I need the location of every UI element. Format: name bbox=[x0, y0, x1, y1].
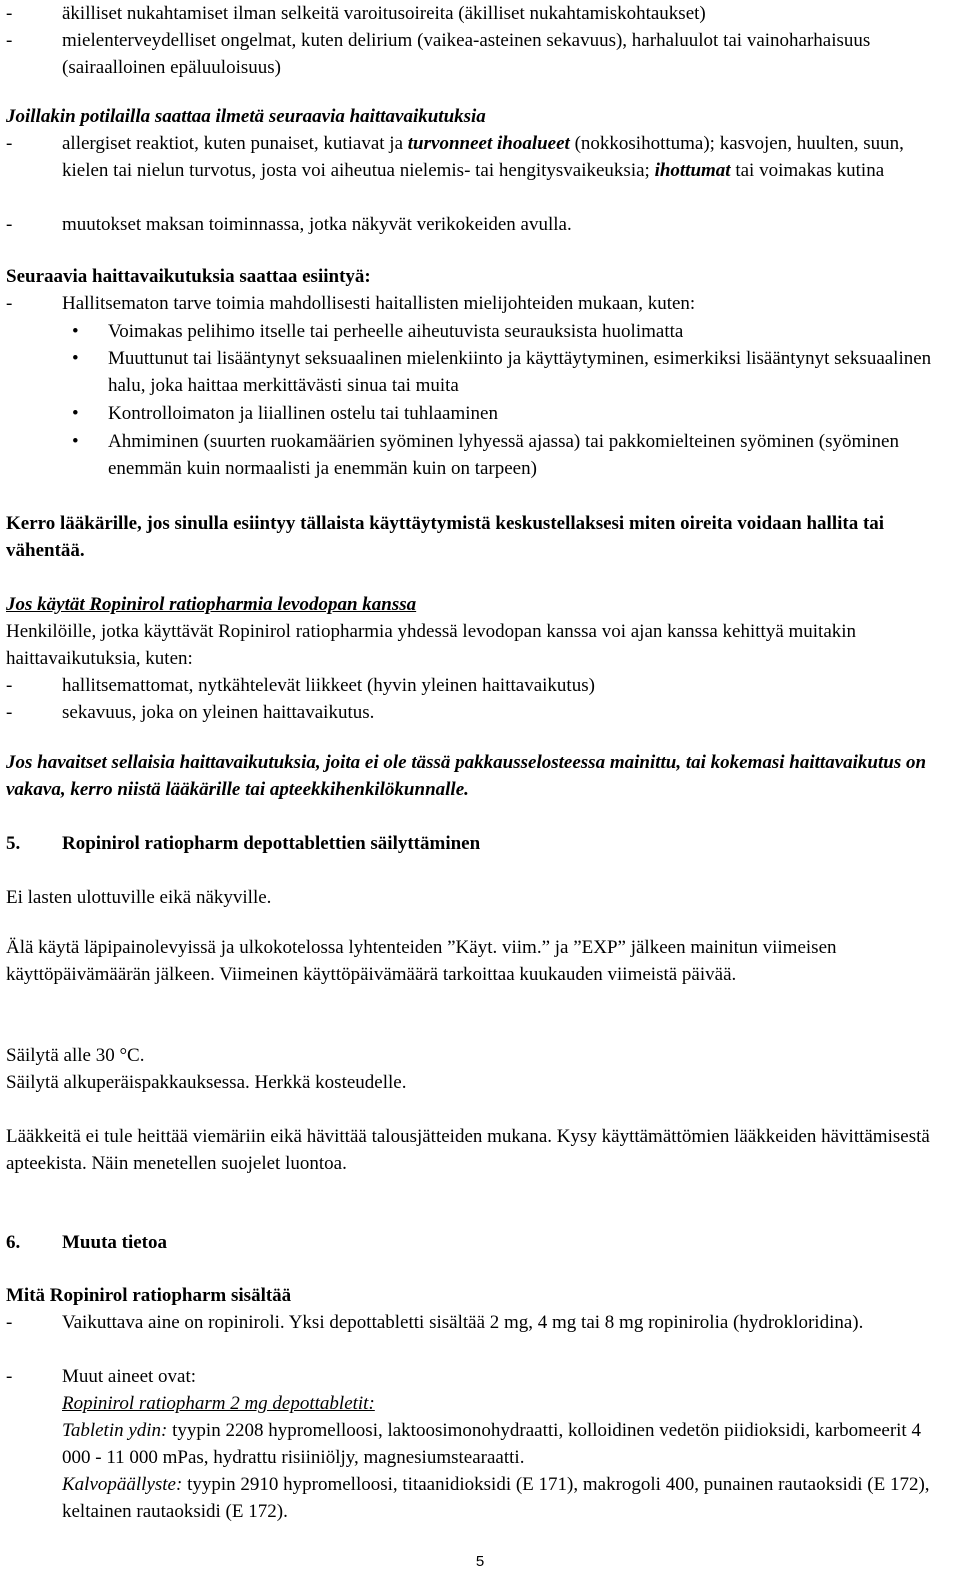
list-item bbox=[6, 1309, 954, 1336]
section-number: 6. bbox=[6, 1232, 21, 1253]
section-heading: Jos käytät Ropinirol ratiopharmia levodopan kanssa bbox=[6, 594, 417, 615]
subsection-heading: Mitä Ropinirol ratiopharm sisältää bbox=[6, 1285, 292, 1306]
text-run: tyypin 2910 hypromelloosi, titaanidioksidi (E 171), makrogoli 400, punainen rautaoksidi (E 172), keltainen rautaoksidi (E 172). bbox=[62, 1474, 930, 1522]
paragraph bbox=[62, 1471, 954, 1525]
bullet-item bbox=[6, 428, 954, 482]
dash-marker: - bbox=[6, 675, 13, 696]
paragraph: Älä käytä läpipainolevyissä ja ulkokotelossa lyhtenteiden ”Käyt. viim.” ja ”EXP” jälkeen mainitun viimeisen käyttöpäivämäärän jälkeen. Viimeinen käyttöpäivämäärä tarkoittaa kuukauden viimeistä päivää. bbox=[6, 937, 837, 985]
dash-marker: - bbox=[6, 702, 13, 723]
list-item bbox=[6, 130, 954, 184]
label: Kalvopäällyste: bbox=[62, 1474, 183, 1495]
list-item-text: mielenterveydelliset ongelmat, kuten delirium (vaikea-asteinen sekavuus), harhaluulot tai vainoharhaisuus (sairaalloinen epäluuloisuus) bbox=[62, 30, 871, 78]
paragraph: Henkilöille, jotka käyttävät Ropinirol ratiopharmia yhdessä levodopan kanssa voi ajan kanssa kehittyä muitakin haittavaikutuksia, kuten: bbox=[6, 621, 857, 669]
list-item bbox=[6, 0, 954, 27]
label: Tabletin ydin: bbox=[62, 1420, 168, 1441]
subheading: Ropinirol ratiopharm 2 mg depottabletit: bbox=[62, 1393, 375, 1414]
list-item-text: Vaikuttava aine on ropiniroli. Yksi depottabletti sisältää 2 mg, 4 mg tai 8 mg ropinirolia (hydrokloridina). bbox=[62, 1312, 864, 1333]
paragraph: Säilytä alkuperäispakkauksessa. Herkkä kosteudelle. bbox=[6, 1072, 407, 1093]
list-item-text: äkilliset nukahtamiset ilman selkeitä varoitusoireita (äkilliset nukahtamiskohtaukset) bbox=[62, 3, 706, 24]
section-title bbox=[6, 1229, 954, 1256]
list-item bbox=[6, 699, 954, 726]
dash-marker: - bbox=[6, 3, 13, 24]
section-title bbox=[6, 830, 954, 857]
warning-paragraph: Kerro lääkärille, jos sinulla esiintyy tällaista käyttäytymistä keskustellaksesi miten oireita voidaan hallita tai vähentää. bbox=[6, 513, 885, 561]
list-item bbox=[6, 672, 954, 699]
dash-marker: - bbox=[6, 133, 13, 154]
list-item bbox=[6, 27, 954, 81]
bullet-item bbox=[6, 345, 954, 399]
section-title-text: Ropinirol ratiopharm depottablettien säilyttäminen bbox=[62, 833, 481, 854]
text-run: tai voimakas kutina bbox=[730, 160, 885, 181]
bullet-marker: • bbox=[72, 321, 79, 342]
list-item bbox=[6, 1363, 954, 1390]
bullet-text: Ahmiminen (suurten ruokamäärien syöminen lyhyessä ajassa) tai pakkomielteinen syöminen (syöminen enemmän kuin normaalisti ja enemmän kuin on tarpeen) bbox=[108, 431, 899, 479]
list-item-text: sekavuus, joka on yleinen haittavaikutus. bbox=[62, 702, 375, 723]
paragraph bbox=[62, 1417, 954, 1471]
section-number: 5. bbox=[6, 833, 21, 854]
dash-marker: - bbox=[6, 1366, 13, 1387]
section-heading: Joillakin potilailla saattaa ilmetä seuraavia haittavaikutuksia bbox=[6, 106, 486, 127]
warning-paragraph: Jos havaitset sellaisia haittavaikutuksia, joita ei ole tässä pakkausselosteessa mainittu, tai kokemasi haittavaikutus on vakava, kerro niistä lääkärille tai apteekkihenkilökunnalle. bbox=[6, 752, 927, 800]
list-item-text bbox=[62, 130, 954, 184]
page-number: 5 bbox=[475, 1553, 485, 1570]
emphasis-text: ihottumat bbox=[654, 160, 731, 181]
paragraph: Lääkkeitä ei tule heittää viemäriin eikä hävittää talousjätteiden mukana. Kysy käyttämättömien lääkkeiden hävittämisestä apteekista. Näin menetellen suojelet luontoa. bbox=[6, 1126, 930, 1174]
paragraph: Säilytä alle 30 °C. bbox=[6, 1045, 145, 1066]
bullet-marker: • bbox=[72, 431, 79, 452]
paragraph: Ei lasten ulottuville eikä näkyville. bbox=[6, 887, 272, 908]
dash-marker: - bbox=[6, 1312, 13, 1333]
bullet-item bbox=[6, 318, 954, 345]
text-run: allergiset reaktiot, kuten punaiset, kutiavat ja bbox=[62, 133, 408, 154]
dash-marker: - bbox=[6, 214, 13, 235]
list-item-text: muutokset maksan toiminnassa, jotka näkyvät verikokeiden avulla. bbox=[62, 214, 572, 235]
section-title-text: Muuta tietoa bbox=[62, 1232, 168, 1253]
bullet-marker: • bbox=[72, 348, 79, 369]
bullet-text: Muuttunut tai lisääntynyt seksuaalinen mielenkiinto ja käyttäytyminen, esimerkiksi lisääntynyt seksuaalinen halu, joka haittaa merkittävästi sinua tai muita bbox=[108, 348, 932, 396]
dash-marker: - bbox=[6, 293, 13, 314]
text-run: tyypin 2208 hypromelloosi, laktoosimonohydraatti, kolloidinen vedetön piidioksidi, karbomeerit 4 000 - 11 000 mPas, hydrattu risiiniöljy, magnesiumstearaatti. bbox=[62, 1420, 921, 1468]
list-item bbox=[6, 211, 954, 238]
bullet-marker: • bbox=[72, 403, 79, 424]
list-item-text: Muut aineet ovat: bbox=[62, 1366, 197, 1387]
text-run: (nokkosihottuma); kasvojen, huulten, suun, kielen tai nielun turvotus, josta voi aiheutua nielemis- tai hengitysvaikeuksia; bbox=[62, 133, 904, 181]
list-item bbox=[6, 290, 954, 317]
bullet-text: Kontrolloimaton ja liiallinen ostelu tai tuhlaaminen bbox=[108, 403, 498, 424]
bullet-text: Voimakas pelihimo itselle tai perheelle aiheutuvista seurauksista huolimatta bbox=[108, 321, 684, 342]
list-item-text: hallitsemattomat, nytkähtelevät liikkeet (hyvin yleinen haittavaikutus) bbox=[62, 675, 595, 696]
dash-marker: - bbox=[6, 30, 13, 51]
emphasis-text: turvonneet ihoalueet bbox=[407, 133, 570, 154]
list-item-text: Hallitsematon tarve toimia mahdollisesti haitallisten mielijohteiden mukaan, kuten: bbox=[62, 293, 696, 314]
bullet-item bbox=[6, 400, 954, 427]
section-heading: Seuraavia haittavaikutuksia saattaa esiintyä: bbox=[6, 266, 371, 287]
